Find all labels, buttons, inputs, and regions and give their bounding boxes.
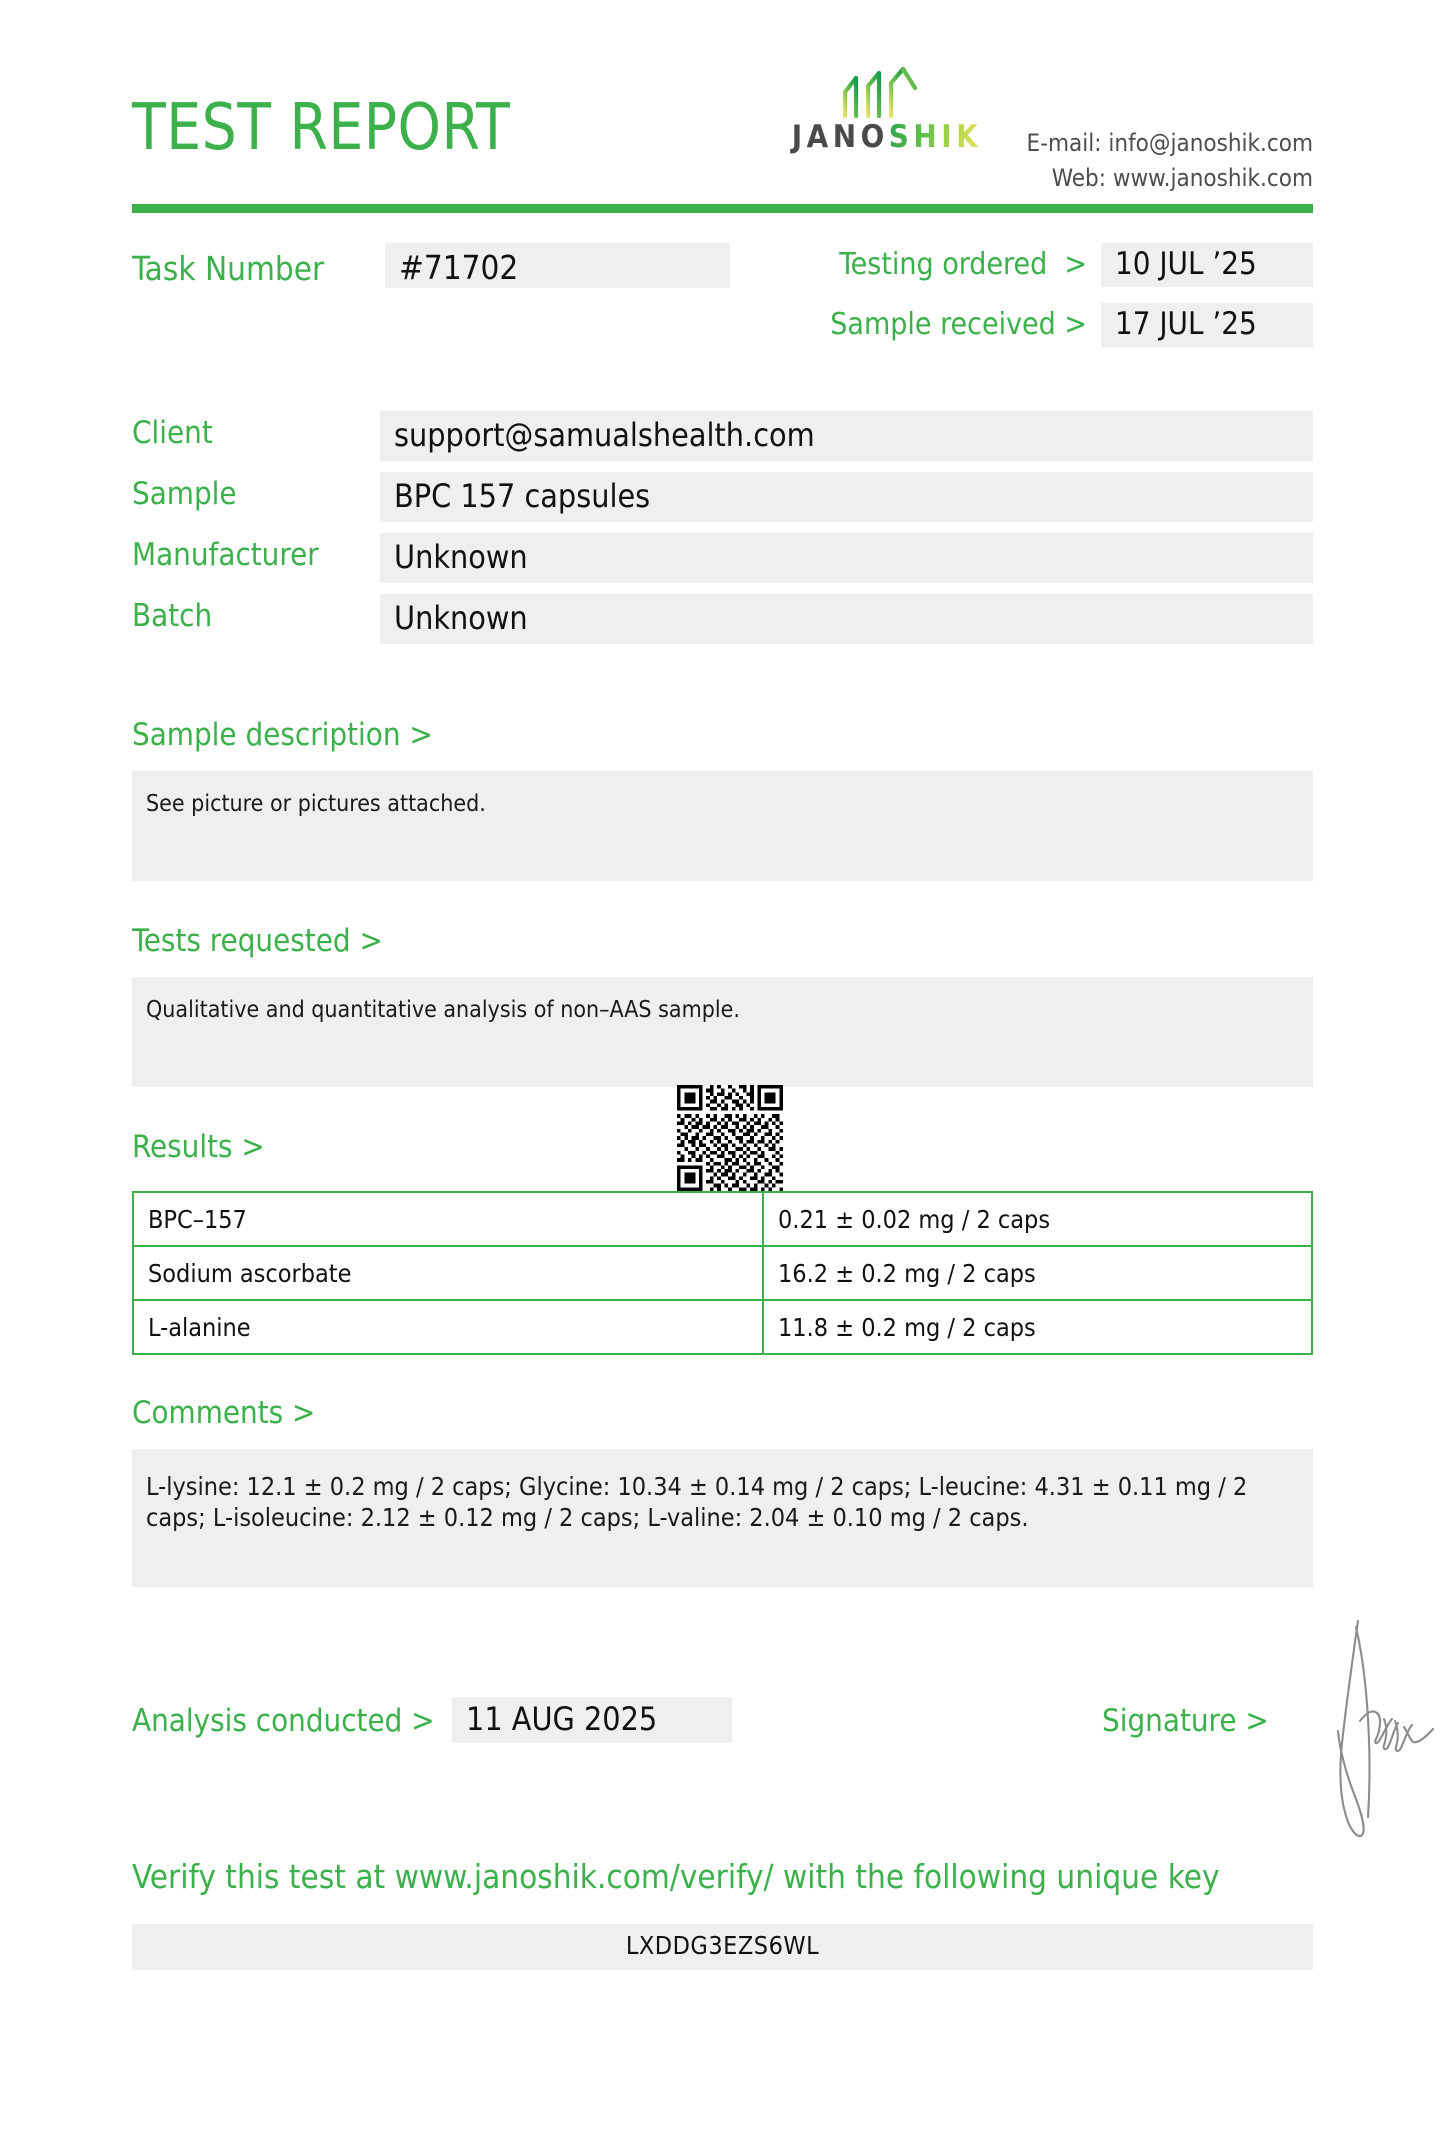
unique-key-value: LXDDG3EZS6WL xyxy=(132,1924,1313,1970)
tests-requested-text: Qualitative and quantitative analysis of non–AAS sample. xyxy=(132,977,1313,1087)
result-analyte: BPC–157 xyxy=(133,1192,763,1246)
contact-web: Web: www.janoshik.com xyxy=(1051,163,1313,192)
header-divider xyxy=(132,204,1313,213)
results-heading: Results > xyxy=(132,1129,265,1165)
mountain-chart-logo-icon xyxy=(837,66,937,118)
result-analyte: L-alanine xyxy=(133,1300,763,1354)
info-row-sample xyxy=(132,472,1313,533)
sample-description-text: See picture or pictures attached. xyxy=(132,771,1313,881)
janoshik-logo xyxy=(762,66,1012,153)
table-row xyxy=(133,1300,1312,1354)
batch-value: Unknown xyxy=(380,594,1313,644)
signature-row xyxy=(132,1643,1313,1853)
report-header xyxy=(132,0,1313,200)
comments-text: L-lysine: 12.1 ± 0.2 mg / 2 caps; Glycine: 10.34 ± 0.14 mg / 2 caps; L-leucine: 4.31 ± 0.11 mg / 2 caps; L-isoleucine: 2.12 ± 0.12 mg / 2 caps; L-valine: 2.04 ± 0.10 mg / 2 caps. xyxy=(132,1449,1313,1587)
client-value: support@samualshealth.com xyxy=(380,411,1313,461)
task-number-value: #71702 xyxy=(385,243,730,288)
info-row-manufacturer xyxy=(132,533,1313,594)
sample-value: BPC 157 capsules xyxy=(380,472,1313,522)
analysis-conducted-date: 11 AUG 2025 xyxy=(452,1697,732,1743)
sample-info-block xyxy=(132,411,1313,655)
client-label: Client xyxy=(132,415,213,451)
verify-text: Verify this test at www.janoshik.com/verify/ with the following unique key xyxy=(132,1857,1220,1896)
comments-heading: Comments > xyxy=(132,1395,316,1431)
result-amount: 16.2 ± 0.2 mg / 2 caps xyxy=(763,1246,1312,1300)
sample-received-value: 17 JUL ’25 xyxy=(1101,303,1313,347)
table-row xyxy=(133,1246,1312,1300)
manufacturer-label: Manufacturer xyxy=(132,537,319,573)
sample-description-heading: Sample description > xyxy=(132,717,433,753)
testing-ordered-value: 10 JUL ’25 xyxy=(1101,243,1313,287)
batch-label: Batch xyxy=(132,598,213,634)
testing-ordered-label: Testing ordered > xyxy=(839,247,1087,282)
contact-info xyxy=(1027,126,1313,196)
tests-requested-heading: Tests requested > xyxy=(132,923,383,959)
contact-email: E-mail: info@janoshik.com xyxy=(1026,129,1313,157)
logo-word-dark: JANO xyxy=(791,119,889,155)
info-row-batch xyxy=(132,594,1313,655)
page-title: TEST REPORT xyxy=(132,91,511,165)
task-number-label: Task Number xyxy=(132,249,325,288)
manufacturer-value: Unknown xyxy=(380,533,1313,583)
sample-received-label: Sample received > xyxy=(830,307,1087,342)
sample-received-row xyxy=(830,303,1313,347)
logo-word-gradient: SHIK xyxy=(888,119,983,155)
info-row-client xyxy=(132,411,1313,472)
qr-code xyxy=(677,1085,783,1191)
sample-label: Sample xyxy=(132,476,237,512)
results-heading-row xyxy=(132,1129,1313,1181)
handwritten-signature xyxy=(1300,1603,1445,1853)
result-amount: 11.8 ± 0.2 mg / 2 caps xyxy=(763,1300,1312,1354)
table-row xyxy=(133,1192,1312,1246)
signature-label: Signature > xyxy=(1102,1703,1269,1739)
task-and-dates xyxy=(132,243,1313,361)
logo-wordmark xyxy=(762,119,1012,155)
results-table xyxy=(132,1191,1313,1355)
result-analyte: Sodium ascorbate xyxy=(133,1246,763,1300)
testing-ordered-row xyxy=(839,243,1313,287)
analysis-conducted-label: Analysis conducted > xyxy=(132,1703,435,1739)
result-amount: 0.21 ± 0.02 mg / 2 caps xyxy=(763,1192,1312,1246)
